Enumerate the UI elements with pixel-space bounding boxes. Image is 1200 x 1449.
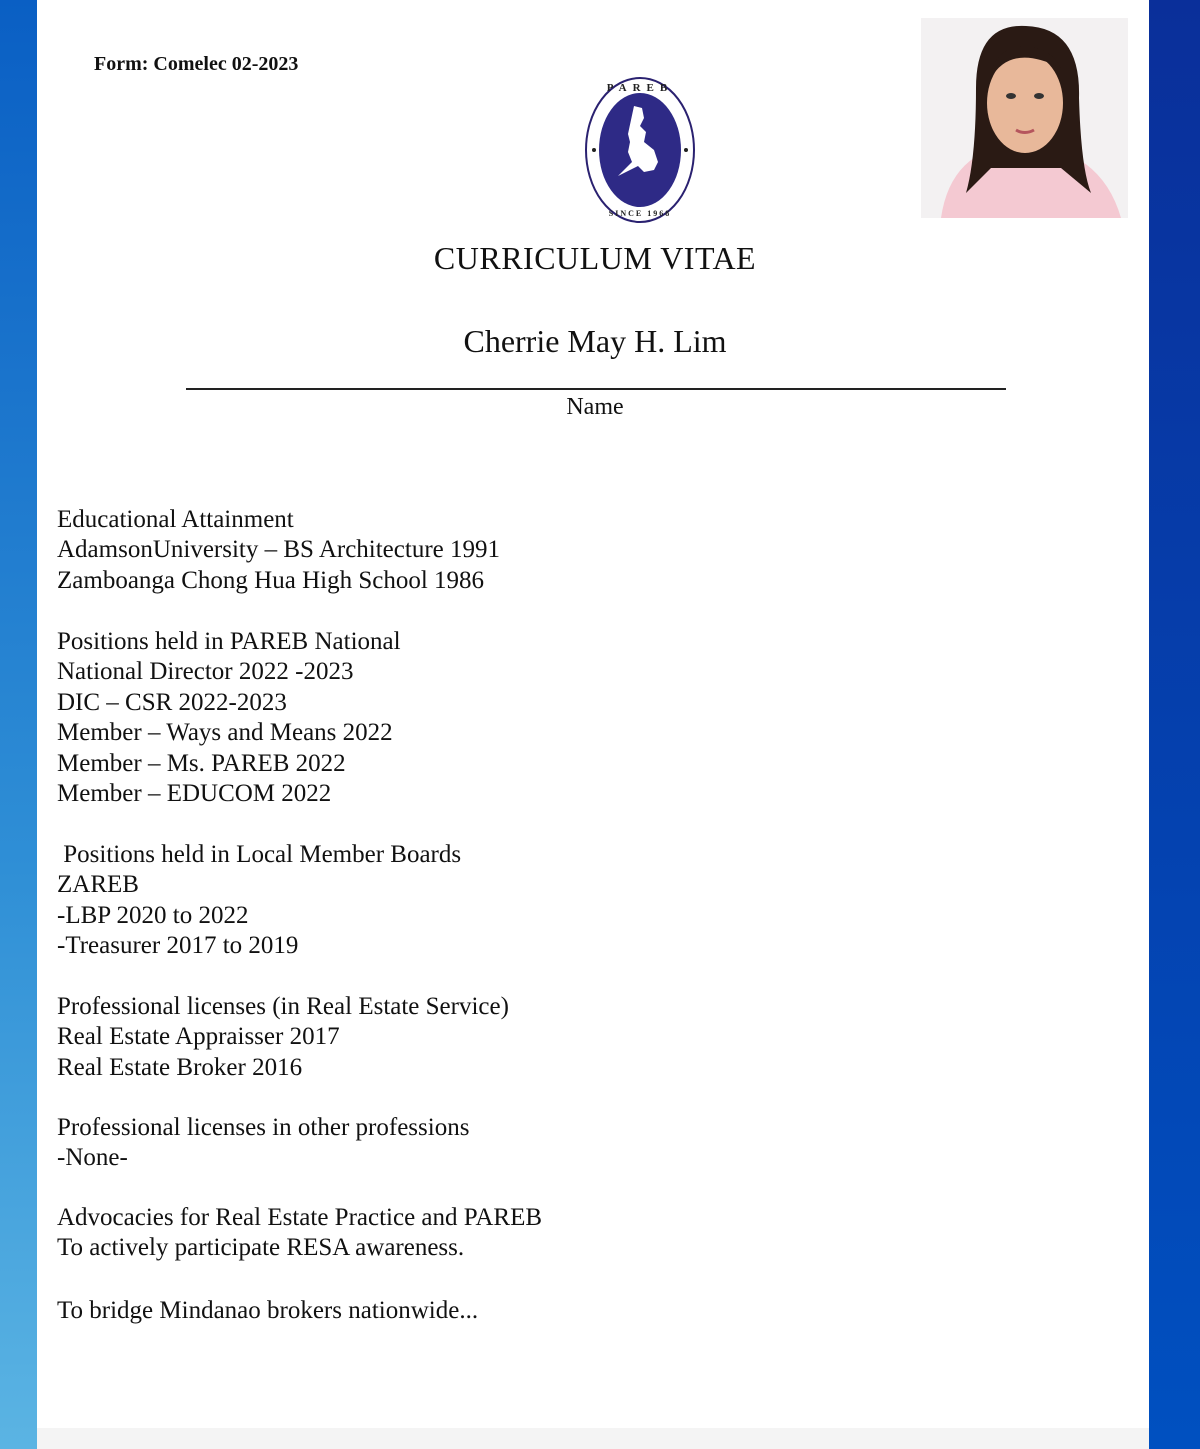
section-heading: Advocacies for Real Estate Practice and PAREB <box>57 1204 543 1231</box>
section-heading: Professional licenses in other professions <box>57 1114 470 1141</box>
section-advocacies <box>57 1203 542 1264</box>
section-line: -None- <box>57 1144 128 1172</box>
candidate-name: Cherrie May H. Lim <box>463 323 727 359</box>
section-heading: Professional licenses (in Real Estate Service) <box>57 993 509 1020</box>
section-education <box>57 505 500 596</box>
name-underline <box>186 388 1006 390</box>
candidate-photo <box>921 18 1128 218</box>
section-line: Real Estate Appraisser 2017 <box>57 1023 340 1051</box>
section-line: To actively participate RESA awareness. <box>57 1234 465 1262</box>
section-advocacies-continued <box>57 1296 478 1326</box>
section-heading: Positions held in Local Member Boards <box>57 841 462 868</box>
bottom-strip <box>37 1428 1149 1449</box>
section-line: Real Estate Broker 2016 <box>57 1053 303 1081</box>
right-background-bar <box>1149 0 1200 1449</box>
section-line: -Treasurer 2017 to 2019 <box>57 932 299 960</box>
section-line: National Director 2022 -2023 <box>57 658 354 686</box>
svg-text:PAREB: PAREB <box>606 82 674 94</box>
section-heading: Educational Attainment <box>57 506 294 533</box>
section-other-licenses <box>57 1113 469 1174</box>
section-local-positions <box>57 840 461 962</box>
svg-text:SINCE 1968: SINCE 1968 <box>608 209 672 218</box>
section-line: -LBP 2020 to 2022 <box>57 901 249 929</box>
document-title: CURRICULUM VITAE <box>433 240 757 276</box>
pareb-logo <box>584 74 696 224</box>
section-line: DIC – CSR 2022-2023 <box>57 688 287 716</box>
section-line: Zamboanga Chong Hua High School 1986 <box>57 566 485 594</box>
section-line: Member – Ways and Means 2022 <box>57 719 393 747</box>
form-label: Form: Comelec 02-2023 <box>94 53 299 75</box>
name-label: Name <box>566 394 624 420</box>
section-line: Member – EDUCOM 2022 <box>57 780 332 808</box>
section-heading: Positions held in PAREB National <box>57 628 401 655</box>
section-line: AdamsonUniversity – BS Architecture 1991 <box>57 536 500 564</box>
section-line: To bridge Mindanao brokers nationwide... <box>57 1297 479 1324</box>
section-real-estate-licenses <box>57 992 509 1083</box>
section-line: ZAREB <box>57 871 139 899</box>
section-line: Member – Ms. PAREB 2022 <box>57 749 346 777</box>
section-national-positions <box>57 627 401 809</box>
